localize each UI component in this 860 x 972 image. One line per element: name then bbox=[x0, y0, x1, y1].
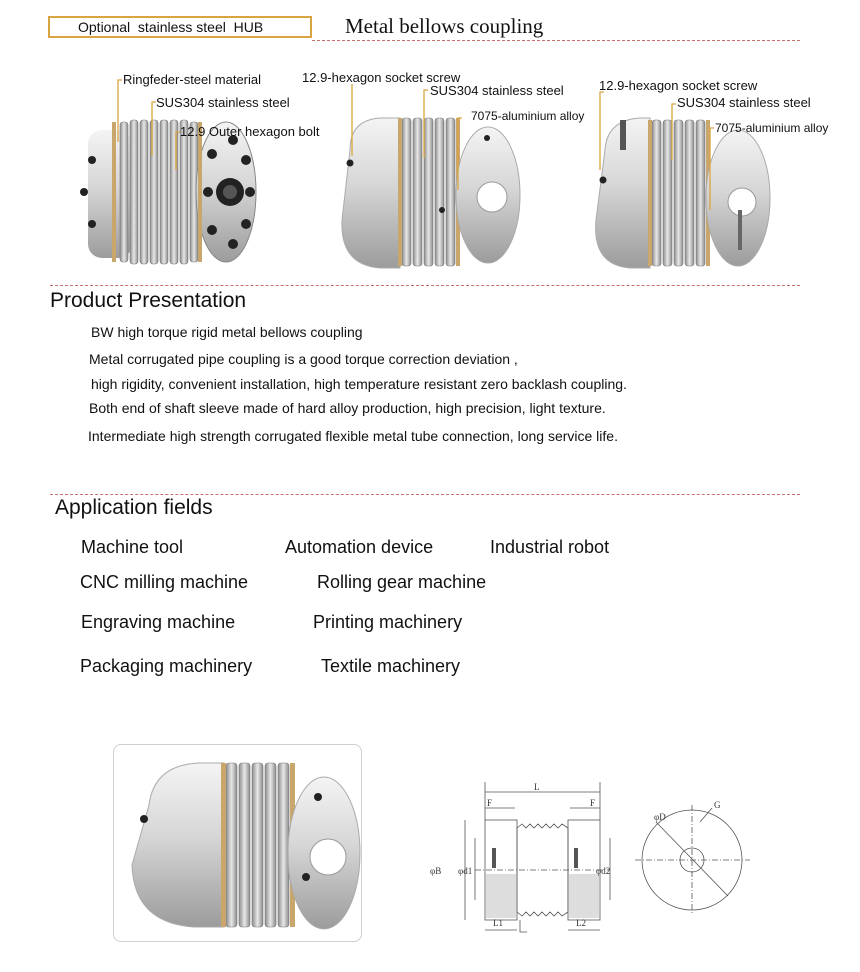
page-title: Metal bellows coupling bbox=[345, 14, 544, 38]
callout-aluminium: 7075-aluminium alloy bbox=[715, 121, 829, 135]
dim-label-F: F bbox=[487, 798, 493, 808]
callout-outer-hex-bolt: 12.9 Outer hexagon bolt bbox=[180, 124, 320, 139]
application-item: Automation device bbox=[285, 537, 434, 557]
presentation-line: Both end of shaft sleeve made of hard alloy production, high precision, light texture. bbox=[89, 400, 606, 416]
presentation-line: BW high torque rigid metal bellows coupling bbox=[91, 324, 363, 340]
presentation-line: high rigidity, convenient installation, high temperature resistant zero backlash coupling. bbox=[91, 376, 627, 392]
dim-label-phid1: φd1 bbox=[458, 866, 473, 876]
application-item: Printing machinery bbox=[313, 612, 463, 632]
application-item: Packaging machinery bbox=[80, 656, 253, 676]
application-item: Engraving machine bbox=[81, 612, 236, 632]
coupling-ringfeder-image bbox=[80, 120, 256, 264]
dim-label-phid2: φd2 bbox=[596, 866, 611, 876]
presentation-line: Metal corrugated pipe coupling is a good torque correction deviation , bbox=[89, 351, 518, 367]
callout-socket-screw: 12.9-hexagon socket screw bbox=[599, 78, 758, 93]
dim-label-phiD: φD bbox=[654, 812, 666, 822]
callout-sus304: SUS304 stainless steel bbox=[677, 95, 811, 110]
applications-title: Application fields bbox=[55, 496, 213, 519]
callout-sus304: SUS304 stainless steel bbox=[156, 95, 290, 110]
callout-sus304: SUS304 stainless steel bbox=[430, 83, 564, 98]
application-item: Machine tool bbox=[81, 537, 184, 557]
product-photo-frame bbox=[113, 744, 362, 942]
presentation-line: Intermediate high strength corrugated flexible metal tube connection, long service life. bbox=[88, 428, 618, 444]
dim-label-phiB: φB bbox=[430, 866, 442, 876]
coupling-photo bbox=[114, 745, 361, 941]
divider bbox=[50, 494, 800, 495]
hub-option-label: Optional stainless steel HUB bbox=[48, 16, 312, 38]
application-item: Industrial robot bbox=[490, 537, 610, 557]
dim-label-F: F bbox=[590, 798, 596, 808]
coupling-setscrew-image bbox=[342, 118, 520, 268]
dim-label-L: L bbox=[534, 782, 540, 792]
application-item: CNC milling machine bbox=[80, 572, 249, 592]
callout-aluminium: 7075-aluminium alloy bbox=[471, 109, 585, 123]
application-item: Textile machinery bbox=[321, 656, 461, 676]
callout-ringfeder: Ringfeder-steel material bbox=[123, 72, 262, 87]
dim-label-L2: L2 bbox=[576, 918, 586, 928]
presentation-title: Product Presentation bbox=[50, 289, 247, 312]
callout-socket-screw: 12.9-hexagon socket screw bbox=[302, 70, 461, 85]
application-item: Rolling gear machine bbox=[317, 572, 487, 592]
coupling-clamp-image bbox=[596, 118, 770, 268]
dim-label-G: G bbox=[714, 800, 721, 810]
divider bbox=[312, 40, 800, 41]
dim-label-L1: L1 bbox=[493, 918, 503, 928]
divider bbox=[50, 285, 800, 286]
dimension-drawing bbox=[430, 750, 770, 945]
